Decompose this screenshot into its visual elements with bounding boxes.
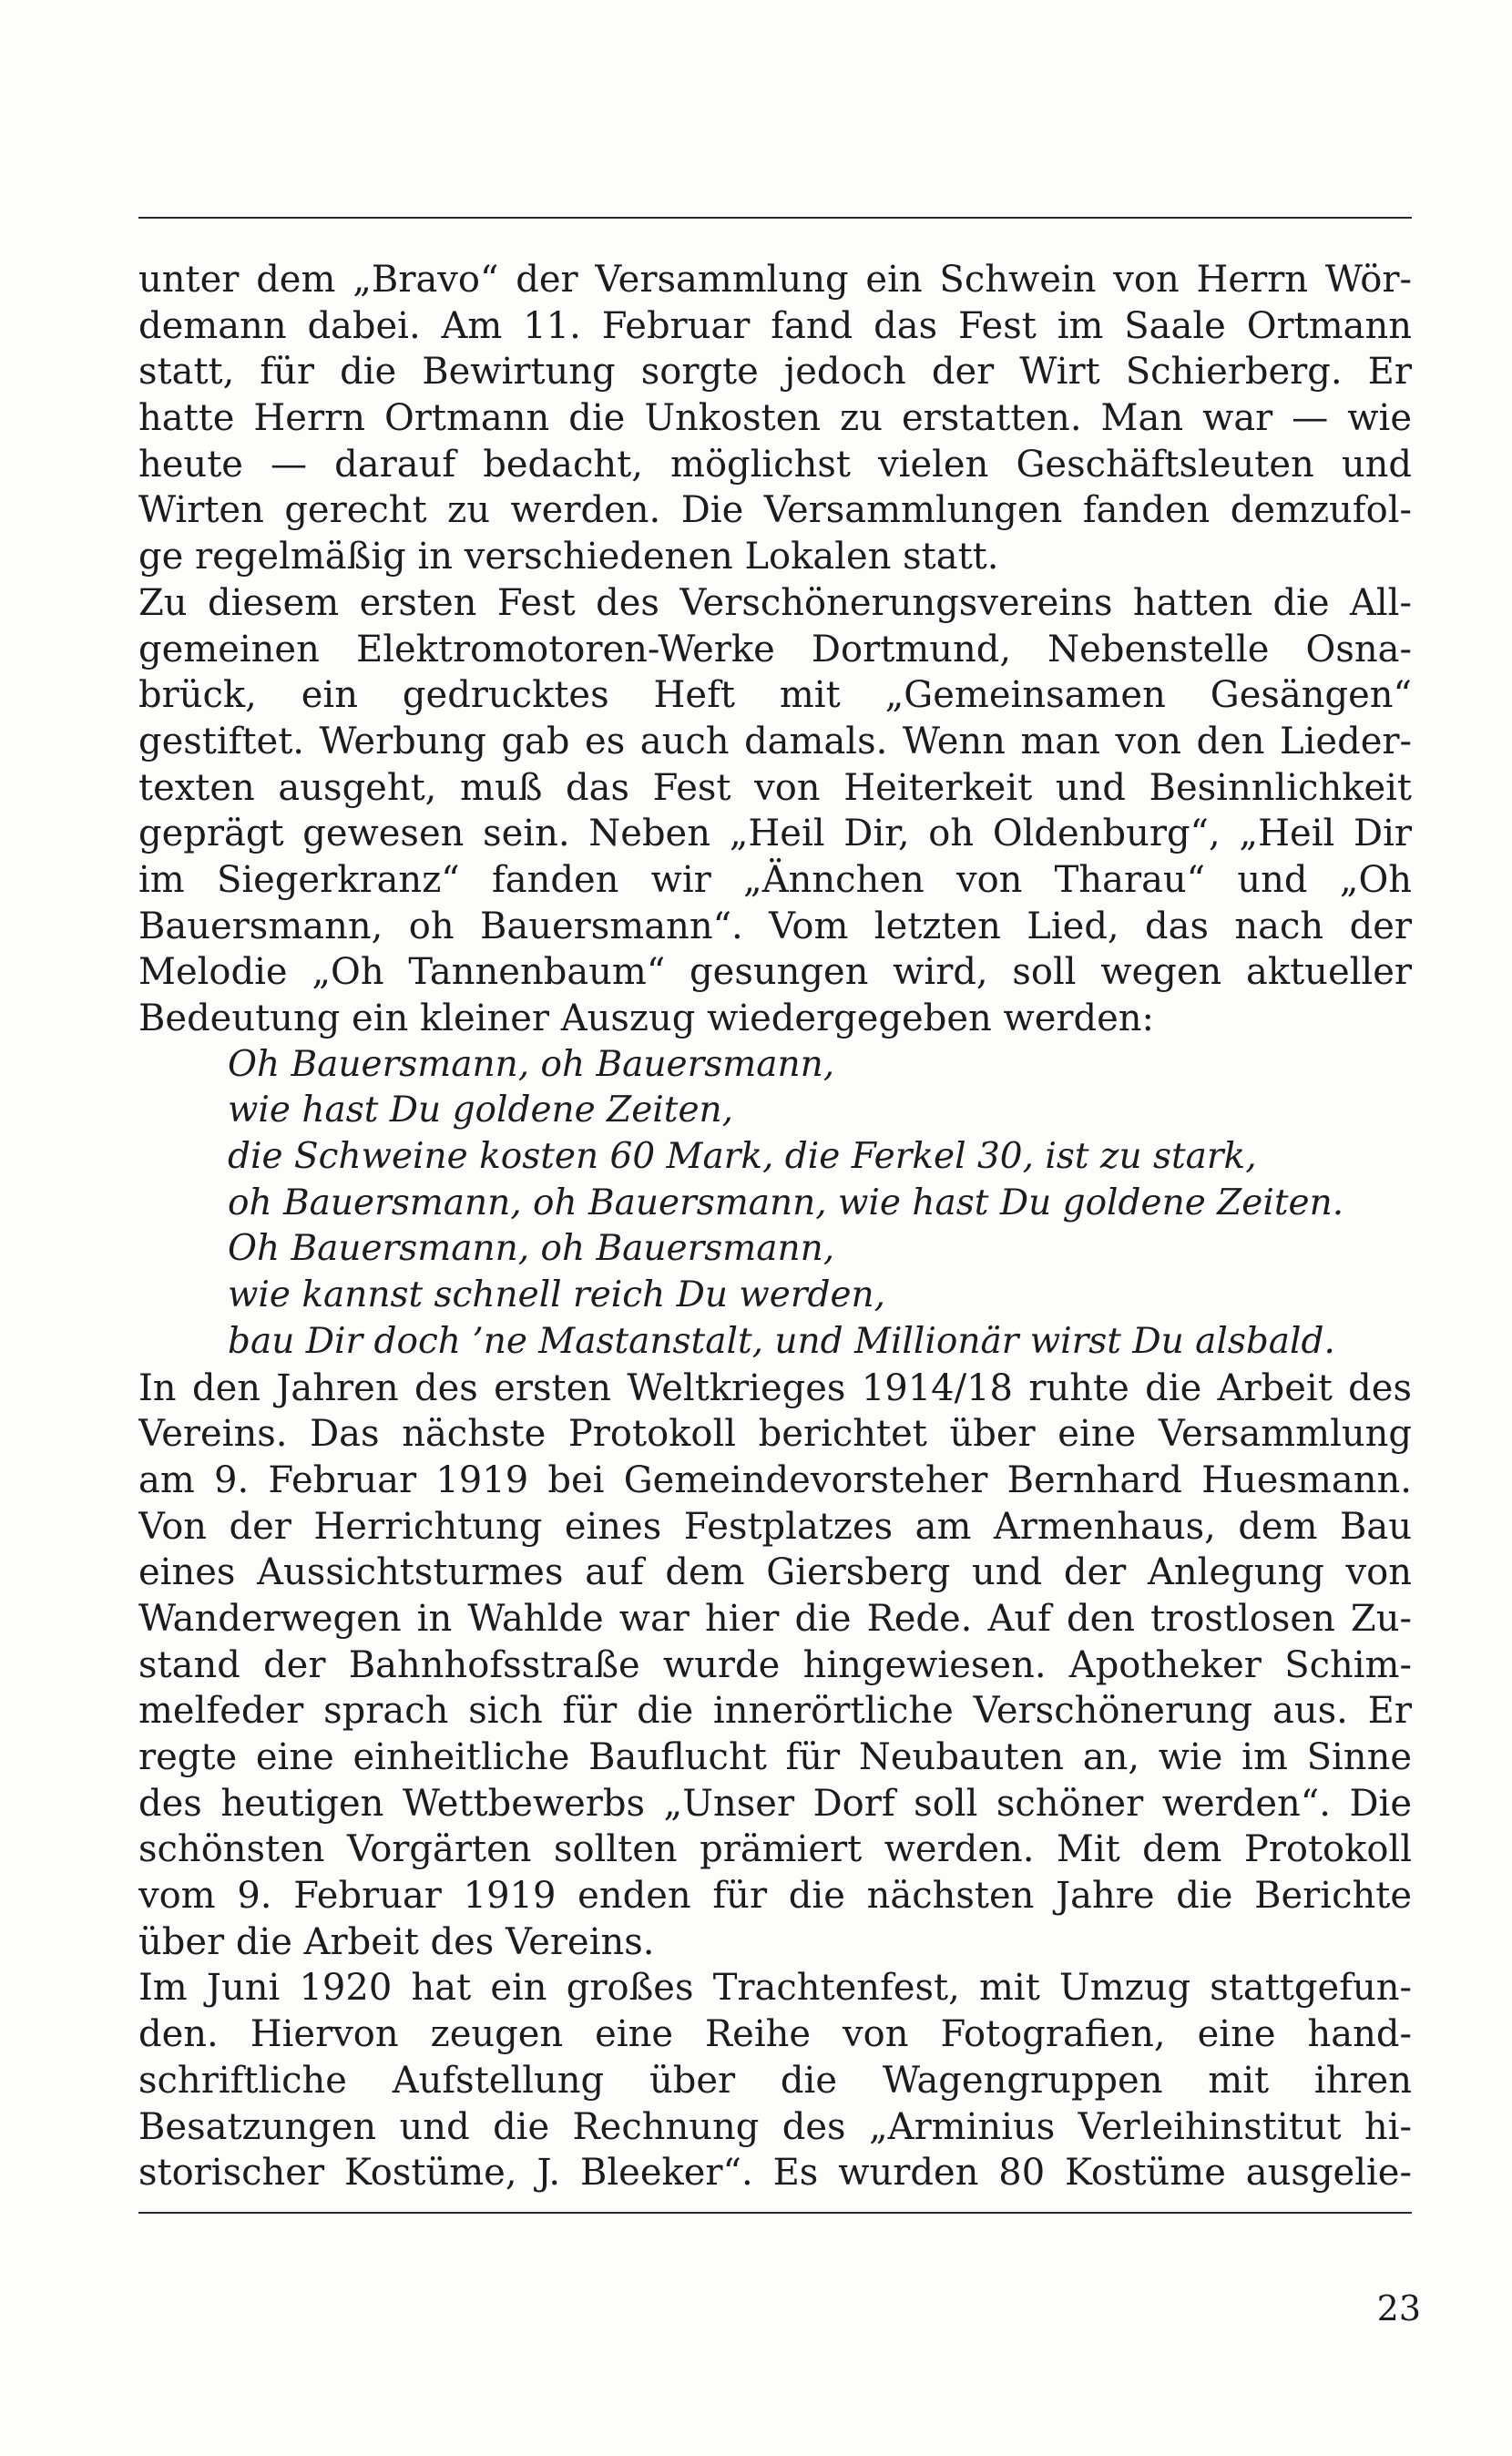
- verse-line: bau Dir doch ’ne Mastanstalt, und Millionär wirst Du alsbald.: [228, 1320, 1335, 1362]
- text-line: brück, ein gedrucktes Heft mit „Gemeinsamen Gesängen“: [138, 674, 1412, 717]
- text-line: des heutigen Wettbewerbs „Unser Dorf soll schöner werden“. Die: [138, 1782, 1412, 1825]
- text-line: ge regelmäßig in verschiedenen Lokalen statt.: [138, 536, 999, 578]
- text-line: Bedeutung ein kleiner Auszug wiedergegeben werden:: [138, 998, 1155, 1039]
- text-line: gemeinen Elektromotoren-Werke Dortmund, Nebenstelle Osna-: [138, 628, 1412, 670]
- text-line: Wanderwegen in Wahlde war hier die Rede. Auf den trostlosen Zu-: [138, 1597, 1412, 1640]
- verse-line: wie kannst schnell reich Du werden,: [228, 1274, 886, 1316]
- verse-line: wie hast Du goldene Zeiten,: [228, 1090, 734, 1131]
- text-line: hatte Herrn Ortmann die Unkosten zu erstatten. Man war — wie: [138, 397, 1412, 440]
- text-line: statt, für die Bewirtung sorgte jedoch der Wirt Schierberg. Er: [138, 351, 1412, 394]
- text-line: regte eine einheitliche Bauflucht für Neubauten an, wie im Sinne: [138, 1736, 1412, 1778]
- text-line: geprägt gewesen sein. Neben „Heil Dir, oh Oldenburg“, „Heil Dir: [138, 813, 1412, 855]
- text-line: demann dabei. Am 11. Februar fand das Fest im Saale Ortmann: [138, 304, 1412, 347]
- text-line: schriftliche Aufstellung über die Wagengruppen mit ihren: [138, 2059, 1412, 2102]
- text-line: im Siegerkranz“ fanden wir „Ännchen von Tharau“ und „Oh: [138, 858, 1412, 901]
- text-line: Wirten gerecht zu werden. Die Versammlungen fanden demzufol-: [138, 489, 1412, 532]
- text-line: Im Juni 1920 hat ein großes Trachtenfest, mit Umzug stattgefun-: [138, 1967, 1412, 2010]
- body-text: [138, 257, 1412, 2196]
- text-line: Zu diesem ersten Fest des Verschönerungsvereins hatten die All-: [138, 581, 1412, 624]
- text-line: storischer Kostüme, J. Bleeker“. Es wurden 80 Kostüme ausgelie-: [138, 2152, 1412, 2195]
- text-line: am 9. Februar 1919 bei Gemeindevorsteher Bernhard Huesmann.: [138, 1458, 1412, 1501]
- text-line: Vereins. Das nächste Protokoll berichtet über eine Versammlung: [138, 1413, 1412, 1456]
- bottom-rule: [138, 2212, 1412, 2214]
- text-line: texten ausgeht, muß das Fest von Heiterkeit und Besinnlichkeit: [138, 766, 1412, 809]
- verse-line: Oh Bauersmann, oh Bauersmann,: [228, 1043, 835, 1085]
- text-line: vom 9. Februar 1919 enden für die nächsten Jahre die Berichte: [138, 1875, 1412, 1918]
- verse-line: Oh Bauersmann, oh Bauersmann,: [228, 1228, 835, 1270]
- text-line: Bauersmann, oh Bauersmann“. Vom letzten Lied, das nach der: [138, 905, 1412, 947]
- text-line: In den Jahren des ersten Weltkrieges 1914/18 ruhte die Arbeit des: [138, 1366, 1412, 1409]
- text-line: Melodie „Oh Tannenbaum“ gesungen wird, soll wegen aktueller: [138, 951, 1412, 994]
- text-line: Von der Herrichtung eines Festplatzes am Armenhaus, dem Bau: [138, 1505, 1412, 1548]
- text-line: eines Aussichtsturmes auf dem Giersberg und der Anlegung von: [138, 1551, 1412, 1594]
- top-rule: [138, 217, 1412, 219]
- page-number: 23: [1376, 2288, 1421, 2328]
- text-line: schönsten Vorgärten sollten prämiert werden. Mit dem Protokoll: [138, 1828, 1412, 1871]
- verse-line: die Schweine kosten 60 Mark, die Ferkel 30, ist zu stark,: [228, 1136, 1257, 1178]
- text-line: Besatzungen und die Rechnung des „Arminius Verleihinstitut hi-: [138, 2105, 1412, 2148]
- text-line: stand der Bahnhofsstraße wurde hingewiesen. Apotheker Schim-: [138, 1643, 1412, 1686]
- text-line: gestiftet. Werbung gab es auch damals. Wenn man von den Lieder-: [138, 720, 1412, 762]
- text-line: melfeder sprach sich für die innerörtliche Verschönerung aus. Er: [138, 1690, 1412, 1733]
- text-line: unter dem „Bravo“ der Versammlung ein Schwein von Herrn Wör-: [138, 259, 1412, 301]
- text-line: den. Hiervon zeugen eine Reihe von Fotografien, eine hand-: [138, 2013, 1412, 2056]
- verse-line: oh Bauersmann, oh Bauersmann, wie hast Du goldene Zeiten.: [228, 1182, 1344, 1223]
- text-line: heute — darauf bedacht, möglichst vielen Geschäftsleuten und: [138, 443, 1412, 486]
- text-line: über die Arbeit des Vereins.: [138, 1920, 655, 1963]
